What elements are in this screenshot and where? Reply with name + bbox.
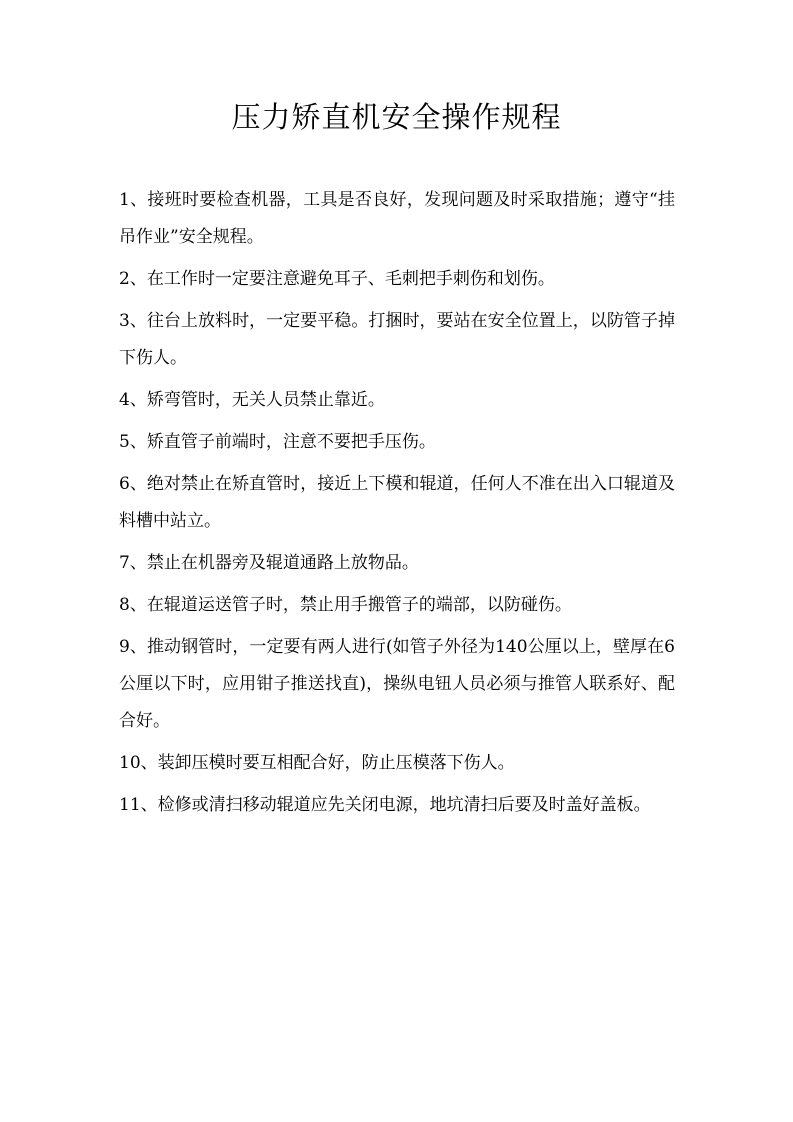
rule-item-9: 9、推动钢管时，一定要有两人进行(如管子外径为140公厘以上，壁厚在6公厘以下时，应用钳子推送找直)，操纵电钮人员必须与推管人联系好、配合好。 — [119, 637, 675, 731]
rule-item-6: 6、绝对禁止在矫直管时，接近上下模和辊道，任何人不准在出入口辊道及料槽中站立。 — [119, 474, 675, 531]
rule-item-8: 8、在辊道运送管子时，禁止用手搬管子的端部，以防碰伤。 — [119, 595, 572, 615]
rule-item-7: 7、禁止在机器旁及辊道通路上放物品。 — [119, 553, 419, 573]
rule-item-11: 11、检修或清扫移动辊道应先关闭电源，地坑清扫后要及时盖好盖板。 — [119, 795, 651, 815]
rule-item-3: 3、往台上放料时，一定要平稳。打捆时，要站在安全位置上，以防管子掉下伤人。 — [119, 311, 675, 368]
rule-item-1: 1、接班时要检查机器，工具是否良好，发现问题及时采取措施；遵守“挂吊作业”安全规程。 — [119, 190, 675, 247]
document-title: 压力矫直机安全操作规程 — [231, 100, 562, 134]
rules-list — [119, 182, 675, 829]
rule-item-10: 10、装卸压模时要互相配合好，防止压模落下伤人。 — [119, 753, 515, 773]
rule-item-2: 2、在工作时一定要注意避免耳子、毛刺把手刺伤和划伤。 — [119, 269, 555, 289]
rule-item-5: 5、矫直管子前端时，注意不要把手压伤。 — [119, 432, 436, 452]
rule-item-4: 4、矫弯管时，无关人员禁止靠近。 — [119, 390, 385, 410]
